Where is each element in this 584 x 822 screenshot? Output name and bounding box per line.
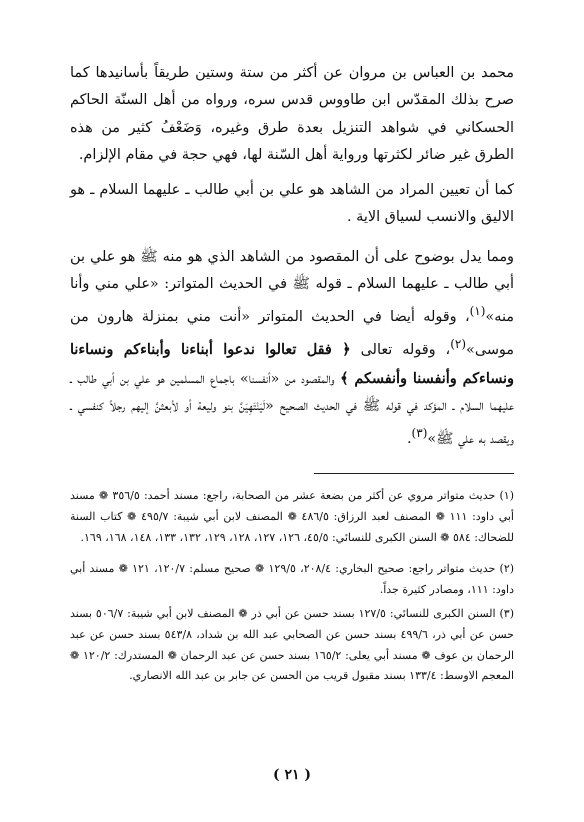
footnote-ref-1: (١) [469,304,486,319]
main-text [70,60,514,453]
quran-verse: ﴿ فقل تعالوا ندعوا أبناءنا وأبناءكم ونساءنا ونساءكم وأنفسنا وأنفسكم ﴾ [70,341,514,387]
paragraph-3-part-d: والمقصود من «أنفسنا» باجماع المسلمين هو علي بن أبي طالب ـ عليهما السلام ـ المؤكد في قوله ﷺ في الحديث الصحيح «لَيَنْتَهِيَنَّ بنو وليعة أو لأبعثنَّ إليهم رجلاً كنفسي ـ ويقصد به علي ﷺ» [70,370,514,447]
footnote-ref-3: (٣) [411,426,428,441]
footnote-2: (٢) حديث متواتر راجع: صحيح البخاري: ٢٠٨/٤، ١٢٩/٥ ❁ صحيح مسلم: ١٢٠/٧، ١٢١ ❁ مسند أبي داود: ١١١، ومصادر كثيرة جداً. [70,562,515,597]
paragraph-3 [70,244,514,453]
page-number: ( ٢١ ) [272,767,312,783]
paragraph-3-end: . [406,430,412,447]
footnote-separator [314,473,514,474]
footnote-3: (٣) السنن الكبرى للنسائي: ١٢٧/٥ بسند حسن عن أبي ذر ❁ المصنف لابن أبي شيبة: ٥٠٦/٧ بسند حسن عن أبي ذر، ٤٩٩/٦ بسند حسن عن الصحابي عبد الله بن شداد، ٥٤٣/٨ بسند حسن عن عبد الرحمان بن عوف ❁ مسند أبي يعلى: ١٦٥/٢ بسند حسن عن عبد الرحمان ❁ المستدرك: ١٢٠/٢ ❁ المعجم الاوسط: ١٣٣/٤ بسند مقبول قريب من الحسن عن جابر بن عبد الله الانصاري. [70,606,515,683]
paragraph-3-part-c: ، وقوله تعالى [360,342,451,359]
footnote-1: (١) حديث متواتر مروي عن أكثر من بضعة عشر من الصحابة، راجع: مسند أحمد: ٣٥٦/٥ ❁ مسند أبي داود: ١١١ ❁ المصنف لعبد الرزاق: ٤٨٦/٥ ❁ المصنف لابن أبي شيبة: ٤٩٥/٧ ❁ كتاب السنة للضحاك: ٥٨٤ ❁ السنن الكبرى للنسائي: ٤٥/٥، ١٢٦، ١٢٧، ١٢٨، ١٢٩، ١٣٢، ١٣٣، ١٤٨، ١٦٨، ١٦٩. [70,489,514,544]
paragraph-3-part-a: ومما يدل بوضوح على أن المقصود من الشاهد الذي هو منه ﷺ هو علي بن أبي طالب ـ عليهما السلام ـ قوله ﷺ في الحديث المتواتر: «علي مني وأنا منه» [70,248,514,326]
paragraph-1: محمد بن العباس بن مروان عن أكثر من ستة وستين طريقاً بأسانيدها كما صرح بذلك المقدّس ابن طاووس قدس سره، ورواه من أهل السنّة الحاكم الحسكاني في شواهد التنزيل بعدة طرق وغيره، وَضَعْفُ كثير من هذه الطرق غير ضائر لكثرتها ورواية أهل السّنة لها، فهي حجة في مقام الإلزام. [70,65,514,163]
paragraph-2: كما أن تعيين المراد من الشاهد هو علي بن أبي طالب ـ عليهما السلام ـ هو الاليق والانسب لسياق الاية . [70,182,514,226]
footnotes [70,486,514,687]
footnote-ref-2: (٢) [450,337,467,352]
paragraph-3-part-b: ، وقوله أيضا في الحديث المتواتر «أنت مني بمنزلة هارون من موسى» [70,309,515,359]
